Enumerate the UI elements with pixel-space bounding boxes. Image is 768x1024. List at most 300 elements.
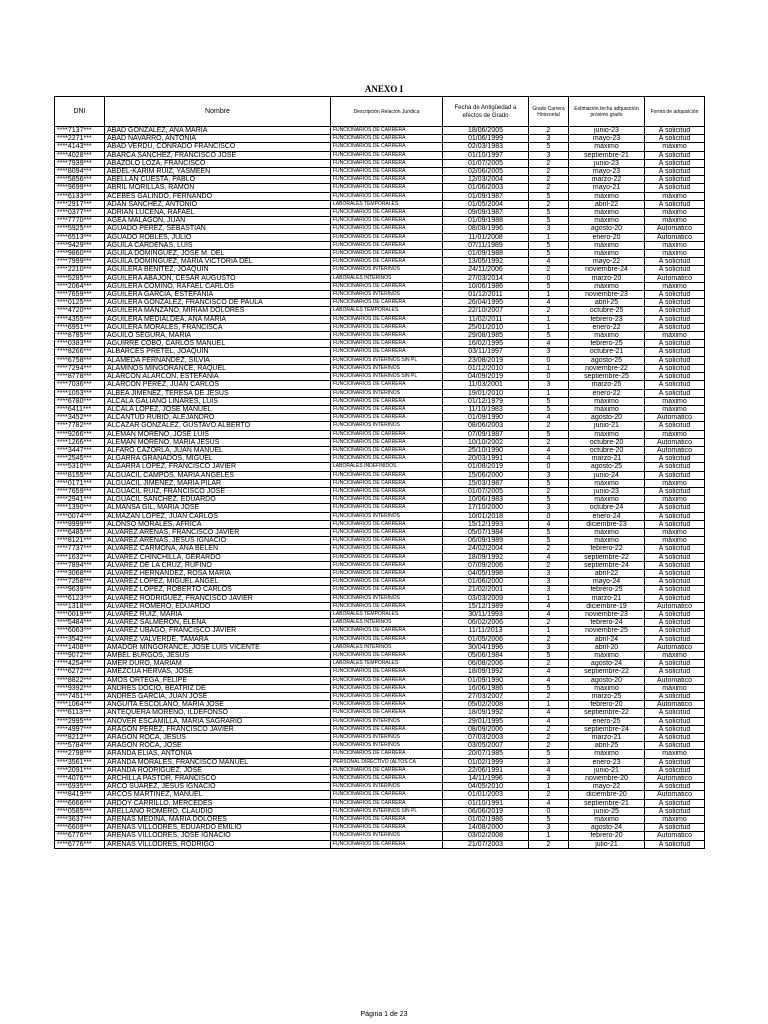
- grado-cell: 2: [529, 422, 569, 430]
- grado-cell: 2: [529, 127, 569, 135]
- name-cell: ARDOY CARRILLO, MERCEDES: [105, 799, 331, 807]
- fecha-cell: 30/11/1993: [443, 610, 529, 618]
- fecha-cell: 06/02/2006: [443, 619, 529, 627]
- dni-cell: ****6666***: [55, 799, 105, 807]
- grado-cell: 4: [529, 258, 569, 266]
- dni-cell: ****6513***: [55, 233, 105, 241]
- grado-cell: 2: [529, 660, 569, 668]
- estimacion-cell: enero-22: [569, 323, 645, 331]
- fecha-cell: 05/06/1984: [443, 652, 529, 660]
- dni-cell: ****7258***: [55, 578, 105, 586]
- dni-cell: ****9639***: [55, 586, 105, 594]
- table-row: [55, 151, 705, 159]
- grado-cell: 5: [529, 282, 569, 290]
- estimacion-cell: diciembre-20: [569, 791, 645, 799]
- estimacion-cell: noviembre-22: [569, 364, 645, 372]
- dni-cell: ****6609***: [55, 824, 105, 832]
- grado-cell: 1: [529, 389, 569, 397]
- grado-cell: 3: [529, 578, 569, 586]
- table-row: [55, 168, 705, 176]
- name-cell: ANOVER ESCAMILLA, MARIA SAGRARIO: [105, 717, 331, 725]
- dni-cell: ****9999***: [55, 520, 105, 528]
- dni-cell: ****0383***: [55, 340, 105, 348]
- fecha-cell: 04/09/2019: [443, 373, 529, 381]
- dni-cell: ****8266***: [55, 348, 105, 356]
- table-row: [55, 135, 705, 143]
- forma-cell: A solicitud: [645, 635, 705, 643]
- relacion-cell: FUNCIONARIOS DE CARRERA: [331, 701, 443, 709]
- dni-cell: ****6758***: [55, 356, 105, 364]
- table-row: [55, 364, 705, 372]
- name-cell: ANDRES DOCIO, BEATRIZ DE: [105, 684, 331, 692]
- relacion-cell: FUNCIONARIOS DE CARRERA: [331, 537, 443, 545]
- dni-cell: ****0019***: [55, 610, 105, 618]
- relacion-cell: FUNCIONARIOS DE CARRERA: [331, 438, 443, 446]
- table-row: [55, 766, 705, 774]
- estimacion-cell: máximo: [569, 241, 645, 249]
- name-cell: ALVAREZ SALMERON, ELENA: [105, 619, 331, 627]
- estimacion-cell: mayo-22: [569, 258, 645, 266]
- grado-cell: 2: [529, 438, 569, 446]
- forma-cell: A solicitud: [645, 422, 705, 430]
- name-cell: AGUADO ROBLES, JULIO: [105, 233, 331, 241]
- forma-cell: máximo: [645, 479, 705, 487]
- table-row: [55, 315, 705, 323]
- fecha-cell: 11/10/1983: [443, 405, 529, 413]
- relacion-cell: FUNCIONARIOS DE CARRERA: [331, 840, 443, 848]
- forma-cell: máximo: [645, 397, 705, 405]
- relacion-cell: FUNCIONARIOS DE CARRERA: [331, 323, 443, 331]
- grado-cell: 2: [529, 635, 569, 643]
- dni-cell: ****2064***: [55, 282, 105, 290]
- dni-cell: ****4355***: [55, 315, 105, 323]
- grado-cell: 3: [529, 824, 569, 832]
- dni-cell: ****1318***: [55, 602, 105, 610]
- table-row: [55, 479, 705, 487]
- relacion-cell: FUNCIONARIOS DE CARRERA: [331, 143, 443, 151]
- fecha-cell: 14/11/1996: [443, 775, 529, 783]
- estimacion-cell: noviembre-23: [569, 291, 645, 299]
- estimacion-cell: octubre-25: [569, 307, 645, 315]
- dni-cell: ****9429***: [55, 241, 105, 249]
- relacion-cell: FUNCIONARIOS DE CARRERA: [331, 578, 443, 586]
- grado-cell: 5: [529, 209, 569, 217]
- table-row: [55, 775, 705, 783]
- forma-cell: máximo: [645, 496, 705, 504]
- table-row: [55, 184, 705, 192]
- table-row: [55, 258, 705, 266]
- relacion-cell: FUNCIONARIOS DE CARRERA: [331, 569, 443, 577]
- dni-cell: ****1390***: [55, 504, 105, 512]
- grado-cell: 0: [529, 807, 569, 815]
- dni-cell: ****8121***: [55, 537, 105, 545]
- header-forma: Forma de adquisición: [645, 97, 705, 127]
- fecha-cell: 24/02/2004: [443, 545, 529, 553]
- forma-cell: A solicitud: [645, 291, 705, 299]
- relacion-cell: FUNCIONARIOS DE CARRERA: [331, 766, 443, 774]
- grado-cell: 2: [529, 561, 569, 569]
- fecha-cell: 04/05/1998: [443, 569, 529, 577]
- fecha-cell: 06/09/1989: [443, 537, 529, 545]
- relacion-cell: FUNCIONARIOS DE CARRERA: [331, 135, 443, 143]
- name-cell: ALVAREZ ARENAS, FRANCISCO JAVIER: [105, 528, 331, 536]
- relacion-cell: FUNCIONARIOS DE CARRERA: [331, 684, 443, 692]
- table-row: [55, 504, 705, 512]
- name-cell: ARCHILLA PASTOR, FRANCISCO: [105, 775, 331, 783]
- table-row: [55, 389, 705, 397]
- estimacion-cell: julio-21: [569, 840, 645, 848]
- name-cell: AGUILO SEGURA, MARIA: [105, 332, 331, 340]
- grado-cell: 2: [529, 619, 569, 627]
- forma-cell: A solicitud: [645, 487, 705, 495]
- relacion-cell: FUNCIONARIOS DE CARRERA: [331, 209, 443, 217]
- grado-cell: 1: [529, 364, 569, 372]
- grado-cell: 1: [529, 323, 569, 331]
- table-row: [55, 282, 705, 290]
- table-row: [55, 758, 705, 766]
- estimacion-cell: marzo-20: [569, 274, 645, 282]
- name-cell: AGUILA CARDENAS, LUIS: [105, 241, 331, 249]
- dni-cell: ****3447***: [55, 446, 105, 454]
- fecha-cell: 12/03/2004: [443, 176, 529, 184]
- estimacion-cell: septiembre-24: [569, 725, 645, 733]
- name-cell: ALARCON PEREZ, JUAN CARLOS: [105, 381, 331, 389]
- forma-cell: A solicitud: [645, 176, 705, 184]
- forma-cell: máximo: [645, 143, 705, 151]
- grado-cell: 5: [529, 496, 569, 504]
- estimacion-cell: máximo: [569, 397, 645, 405]
- relacion-cell: FUNCIONARIOS DE CARRERA: [331, 725, 443, 733]
- dni-cell: ****6133***: [55, 192, 105, 200]
- estimacion-cell: agosto-20: [569, 676, 645, 684]
- estimacion-cell: febrero-25: [569, 340, 645, 348]
- grado-cell: 2: [529, 693, 569, 701]
- table-row: [55, 799, 705, 807]
- dni-cell: ****5784***: [55, 742, 105, 750]
- fecha-cell: 02/03/1983: [443, 143, 529, 151]
- header-dni: DNI: [55, 97, 105, 127]
- dni-cell: ****4143***: [55, 143, 105, 151]
- estimacion-cell: enero-22: [569, 389, 645, 397]
- grado-cell: 4: [529, 299, 569, 307]
- dni-cell: ****3542***: [55, 635, 105, 643]
- grado-cell: 2: [529, 184, 569, 192]
- forma-cell: A solicitud: [645, 307, 705, 315]
- fecha-cell: 20/07/1985: [443, 750, 529, 758]
- dni-cell: ****2941***: [55, 496, 105, 504]
- grado-cell: 4: [529, 455, 569, 463]
- forma-cell: A solicitud: [645, 159, 705, 167]
- table-row: [55, 414, 705, 422]
- table-row: [55, 520, 705, 528]
- estimacion-cell: junio-23: [569, 159, 645, 167]
- forma-cell: A solicitud: [645, 323, 705, 331]
- dni-cell: ****9392***: [55, 684, 105, 692]
- table-row: [55, 734, 705, 742]
- fecha-cell: 20/03/1991: [443, 455, 529, 463]
- forma-cell: A solicitud: [645, 594, 705, 602]
- forma-cell: A solicitud: [645, 168, 705, 176]
- fecha-cell: 01/06/2000: [443, 578, 529, 586]
- relacion-cell: FUNCIONARIOS DE CARRERA: [331, 799, 443, 807]
- name-cell: AMOS ORTEGA, FELIPE: [105, 676, 331, 684]
- relacion-cell: FUNCIONARIOS DE CARRERA: [331, 414, 443, 422]
- name-cell: ALVAREZ CARMONA, ANA BELEN: [105, 545, 331, 553]
- table-row: [55, 274, 705, 282]
- grado-cell: 4: [529, 799, 569, 807]
- relacion-cell: FUNCIONARIOS DE CARRERA: [331, 192, 443, 200]
- name-cell: ALONSO MORALES, AFRICA: [105, 520, 331, 528]
- relacion-cell: FUNCIONARIOS DE CARRERA: [331, 168, 443, 176]
- estimacion-cell: diciembre-19: [569, 602, 645, 610]
- fecha-cell: 06/06/2019: [443, 807, 529, 815]
- name-cell: ARELLANO ROMERO, CLAUDIO: [105, 807, 331, 815]
- name-cell: ALCAZAR GONZALEZ, GUSTAVO ALBERTO: [105, 422, 331, 430]
- anexo-table: [54, 96, 705, 849]
- relacion-cell: FUNCIONARIOS DE CARRERA: [331, 348, 443, 356]
- estimacion-cell: octubre-21: [569, 348, 645, 356]
- relacion-cell: FUNCIONARIOS DE CARRERA: [331, 791, 443, 799]
- name-cell: ALVAREZ LOPEZ, MIGUEL ANGEL: [105, 578, 331, 586]
- table-row: [55, 430, 705, 438]
- grado-cell: 5: [529, 430, 569, 438]
- fecha-cell: 08/06/2003: [443, 422, 529, 430]
- name-cell: ALGUACIL CAMPOS, MARIA ANGELES: [105, 471, 331, 479]
- table-row: [55, 463, 705, 471]
- forma-cell: A solicitud: [645, 734, 705, 742]
- fecha-cell: 24/11/2006: [443, 266, 529, 274]
- table-row: [55, 701, 705, 709]
- estimacion-cell: máximo: [569, 192, 645, 200]
- forma-cell: Automatico: [645, 233, 705, 241]
- estimacion-cell: mayo-24: [569, 578, 645, 586]
- fecha-cell: 01/06/1999: [443, 135, 529, 143]
- fecha-cell: 08/09/2006: [443, 725, 529, 733]
- grado-cell: 1: [529, 627, 569, 635]
- grado-cell: 4: [529, 553, 569, 561]
- table-row: [55, 791, 705, 799]
- relacion-cell: LABORALES INDEFINIDOS: [331, 463, 443, 471]
- forma-cell: máximo: [645, 816, 705, 824]
- estimacion-cell: máximo: [569, 430, 645, 438]
- header-nombre: Nombre: [105, 97, 331, 127]
- forma-cell: Automatico: [645, 274, 705, 282]
- table-row: [55, 323, 705, 331]
- name-cell: ADRIAN LUCENA, RAFAEL: [105, 209, 331, 217]
- forma-cell: A solicitud: [645, 356, 705, 364]
- name-cell: ALFARO CAZORLA, JUAN MANUEL: [105, 446, 331, 454]
- grado-cell: 1: [529, 291, 569, 299]
- grado-cell: 4: [529, 610, 569, 618]
- forma-cell: A solicitud: [645, 660, 705, 668]
- relacion-cell: FUNCIONARIOS DE CARRERA: [331, 487, 443, 495]
- fecha-cell: 01/12/2010: [443, 364, 529, 372]
- estimacion-cell: septiembre-24: [569, 561, 645, 569]
- dni-cell: ****2271***: [55, 135, 105, 143]
- name-cell: ALGARRA GRANADOS, MIGUEL: [105, 455, 331, 463]
- grado-cell: 2: [529, 840, 569, 848]
- grado-cell: 1: [529, 233, 569, 241]
- relacion-cell: FUNCIONARIOS DE CARRERA: [331, 676, 443, 684]
- fecha-cell: 01/02/1999: [443, 758, 529, 766]
- estimacion-cell: junio-21: [569, 766, 645, 774]
- grado-cell: 3: [529, 586, 569, 594]
- relacion-cell: FUNCIONARIOS DE CARRERA: [331, 504, 443, 512]
- grado-cell: 2: [529, 168, 569, 176]
- name-cell: ARENAS VILLODRES, EDUARDO EMILIO: [105, 824, 331, 832]
- fecha-cell: 01/07/2005: [443, 159, 529, 167]
- estimacion-cell: junio-21: [569, 422, 645, 430]
- forma-cell: Automatico: [645, 791, 705, 799]
- forma-cell: Automatico: [645, 446, 705, 454]
- fecha-cell: 07/09/2006: [443, 561, 529, 569]
- forma-cell: máximo: [645, 282, 705, 290]
- relacion-cell: FUNCIONARIOS DE CARRERA: [331, 693, 443, 701]
- table-row: [55, 487, 705, 495]
- estimacion-cell: abril-22: [569, 200, 645, 208]
- table-row: [55, 422, 705, 430]
- estimacion-cell: marzo-21: [569, 594, 645, 602]
- fecha-cell: 25/10/1990: [443, 446, 529, 454]
- table-row: [55, 807, 705, 815]
- fecha-cell: 03/11/1997: [443, 348, 529, 356]
- grado-cell: 4: [529, 709, 569, 717]
- fecha-cell: 17/10/2000: [443, 504, 529, 512]
- forma-cell: A solicitud: [645, 364, 705, 372]
- relacion-cell: LABORALES TEMPORALES: [331, 660, 443, 668]
- estimacion-cell: febrero-20: [569, 701, 645, 709]
- relacion-cell: FUNCIONARIOS DE CARRERA: [331, 332, 443, 340]
- estimacion-cell: noviembre-25: [569, 627, 645, 635]
- table-row: [55, 299, 705, 307]
- name-cell: ALVAREZ HERNANDEZ, ROSA MARIA: [105, 569, 331, 577]
- grado-cell: 3: [529, 151, 569, 159]
- fecha-cell: 01/10/1991: [443, 799, 529, 807]
- table-row: [55, 340, 705, 348]
- dni-cell: ****4254***: [55, 660, 105, 668]
- name-cell: ALVAREZ RUIZ, MARIA: [105, 610, 331, 618]
- table-row: [55, 192, 705, 200]
- relacion-cell: FUNCIONARIOS DE CARRERA: [331, 184, 443, 192]
- dni-cell: ****6123***: [55, 594, 105, 602]
- fecha-cell: 01/12/1979: [443, 397, 529, 405]
- relacion-cell: FUNCIONARIOS DE CARRERA: [331, 299, 443, 307]
- table-row: [55, 627, 705, 635]
- forma-cell: A solicitud: [645, 348, 705, 356]
- relacion-cell: FUNCIONARIOS DE CARRERA: [331, 652, 443, 660]
- name-cell: ABAD NAVARRO, ANTONIA: [105, 135, 331, 143]
- relacion-cell: FUNCIONARIOS DE CARRERA: [331, 430, 443, 438]
- name-cell: ARAGON ROCA, JESUS: [105, 734, 331, 742]
- relacion-cell: FUNCIONARIOS DE CARRERA: [331, 455, 443, 463]
- table-row: [55, 594, 705, 602]
- dni-cell: ****2210***: [55, 266, 105, 274]
- fecha-cell: 07/09/1987: [443, 430, 529, 438]
- table-row: [55, 660, 705, 668]
- name-cell: ALBARCES PRETEL, JOAQUIN: [105, 348, 331, 356]
- fecha-cell: 29/01/1995: [443, 717, 529, 725]
- table-row: [55, 233, 705, 241]
- relacion-cell: FUNCIONARIOS INTERINOS: [331, 742, 443, 750]
- dni-cell: ****7036***: [55, 381, 105, 389]
- forma-cell: máximo: [645, 537, 705, 545]
- forma-cell: máximo: [645, 332, 705, 340]
- dni-cell: ****6063***: [55, 627, 105, 635]
- relacion-cell: FUNCIONARIOS DE CARRERA: [331, 561, 443, 569]
- forma-cell: A solicitud: [645, 824, 705, 832]
- forma-cell: A solicitud: [645, 315, 705, 323]
- relacion-cell: FUNCIONARIOS INTERINOS SIN PL: [331, 373, 443, 381]
- name-cell: AGUILA DOMINGUEZ, MARIA VICTORIA DEL: [105, 258, 331, 266]
- dni-cell: ****6113***: [55, 709, 105, 717]
- fecha-cell: 05/02/2008: [443, 701, 529, 709]
- dni-cell: ****0125***: [55, 299, 105, 307]
- name-cell: ARAGON PEREZ, FRANCISCO JAVIER: [105, 725, 331, 733]
- name-cell: ABELLAN CUESTA, PABLO: [105, 176, 331, 184]
- name-cell: AGUILERA GARCIA, ESTEFANIA: [105, 291, 331, 299]
- fecha-cell: 15/03/1987: [443, 479, 529, 487]
- forma-cell: A solicitud: [645, 200, 705, 208]
- name-cell: AMEZCUA HERVAS, JOSE: [105, 668, 331, 676]
- forma-cell: A solicitud: [645, 258, 705, 266]
- forma-cell: máximo: [645, 209, 705, 217]
- name-cell: AGUILERA BENITEZ, JOAQUIN: [105, 266, 331, 274]
- relacion-cell: FUNCIONARIOS DE CARRERA: [331, 151, 443, 159]
- table-row: [55, 200, 705, 208]
- fecha-cell: 26/04/1995: [443, 299, 529, 307]
- estimacion-cell: máximo: [569, 496, 645, 504]
- table-row: [55, 816, 705, 824]
- estimacion-cell: agosto-25: [569, 463, 645, 471]
- relacion-cell: FUNCIONARIOS INTERINOS: [331, 422, 443, 430]
- table-row: [55, 250, 705, 258]
- table-row: [55, 610, 705, 618]
- grado-cell: 4: [529, 340, 569, 348]
- fecha-cell: 22/10/2007: [443, 307, 529, 315]
- relacion-cell: FUNCIONARIOS DE CARRERA: [331, 241, 443, 249]
- dni-cell: ****7137***: [55, 127, 105, 135]
- fecha-cell: 03/05/2007: [443, 742, 529, 750]
- fecha-cell: 15/12/1989: [443, 602, 529, 610]
- table-row: [55, 446, 705, 454]
- name-cell: ALAMEDA FERNANDEZ, SILVIA: [105, 356, 331, 364]
- forma-cell: A solicitud: [645, 561, 705, 569]
- name-cell: AGUADO PEREZ, SEBASTIAN: [105, 225, 331, 233]
- dni-cell: ****5310***: [55, 463, 105, 471]
- relacion-cell: FUNCIONARIOS INTERINOS: [331, 734, 443, 742]
- estimacion-cell: abril-20: [569, 643, 645, 651]
- table-row: [55, 332, 705, 340]
- estimacion-cell: febrero-20: [569, 832, 645, 840]
- estimacion-cell: junio-24: [569, 471, 645, 479]
- fecha-cell: 19/01/2010: [443, 389, 529, 397]
- table-row: [55, 438, 705, 446]
- forma-cell: Automatico: [645, 225, 705, 233]
- relacion-cell: FUNCIONARIOS INTERINOS: [331, 364, 443, 372]
- header-fecha: Fecha de Antigüedad a efectos de Grado: [443, 97, 529, 127]
- forma-cell: A solicitud: [645, 586, 705, 594]
- fecha-cell: 15/06/2000: [443, 471, 529, 479]
- relacion-cell: FUNCIONARIOS DE CARRERA: [331, 233, 443, 241]
- estimacion-cell: agosto-20: [569, 414, 645, 422]
- table-row: [55, 496, 705, 504]
- dni-cell: ****6951***: [55, 323, 105, 331]
- name-cell: ALVAREZ LOPEZ, ROBERTO CARLOS: [105, 586, 331, 594]
- table-row: [55, 381, 705, 389]
- forma-cell: Automatico: [645, 676, 705, 684]
- table-row: [55, 684, 705, 692]
- fecha-cell: 01/12/2011: [443, 291, 529, 299]
